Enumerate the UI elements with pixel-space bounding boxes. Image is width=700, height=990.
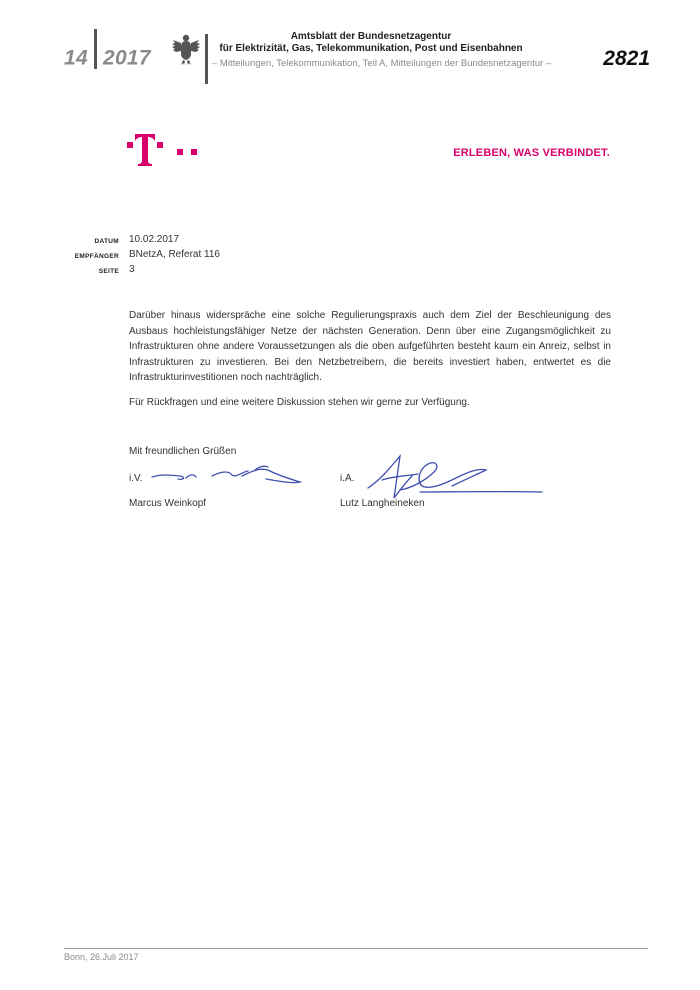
company-slogan: ERLEBEN, WAS VERBINDET. <box>453 147 610 159</box>
signatory-right-name: Lutz Langheineken <box>340 498 425 509</box>
gazette-title-line2: für Elektrizität, Gas, Telekommunikation, Post und Eisenbahnen <box>219 42 523 54</box>
issue-year: 2017 <box>102 46 151 70</box>
header-divider <box>205 34 208 84</box>
gazette-title-line1: Amtsblatt der Bundesnetzagentur <box>290 31 452 42</box>
issue-number <box>64 46 151 72</box>
footer-divider <box>64 948 648 949</box>
gazette-title <box>210 31 532 54</box>
signatory-left-prefix: i.V. <box>129 473 143 484</box>
recipient-label: EMPFÄNGER <box>74 253 119 260</box>
body-paragraph: Darüber hinaus widerspräche eine solche Regulierungspraxis auch dem Ziel der Beschleunigung des Ausbaus hochleistungsfähiger Netze der nächsten Generation. Denn über eine Zugangsmöglichkeit zu Infrastrukturen ohne andere Voraussetzungen als die oben aufgeführten besteht kaum ein Anreiz, selbst in Infrastrukturen zu investieren. Bei den Netzbetreibern, die bereits investiert haben, entwertet es die Infrastrukturinvestitionen noch nachträglich. <box>129 310 611 383</box>
signatory-left-name: Marcus Weinkopf <box>129 498 207 509</box>
signatory-right-prefix: i.A. <box>340 473 355 484</box>
recipient-value: BNetzA, Referat 116 <box>129 249 220 260</box>
signature-left-icon <box>150 462 310 492</box>
page-number: 2821 <box>603 47 650 70</box>
issue-number-value: 14 <box>64 46 88 70</box>
issue-divider <box>94 29 97 69</box>
date-label: DATUM <box>94 238 119 245</box>
date-value: 10.02.2017 <box>129 234 180 245</box>
page-value: 3 <box>129 264 135 275</box>
closing-greeting: Mit freundlichen Grüßen <box>129 446 237 457</box>
federal-eagle-icon <box>172 32 200 66</box>
page-label: SEITE <box>98 268 119 275</box>
body-paragraph-contact: Für Rückfragen und eine weitere Diskussion stehen wir gerne zur Verfügung. <box>129 397 470 408</box>
telekom-t-logo-icon <box>127 132 199 172</box>
gazette-subtitle: – Mitteilungen, Telekommunikation, Teil A, Mitteilungen der Bundesnetzagentur – <box>212 58 552 69</box>
footer-place-date: Bonn, 26.Juli 2017 <box>64 952 139 962</box>
